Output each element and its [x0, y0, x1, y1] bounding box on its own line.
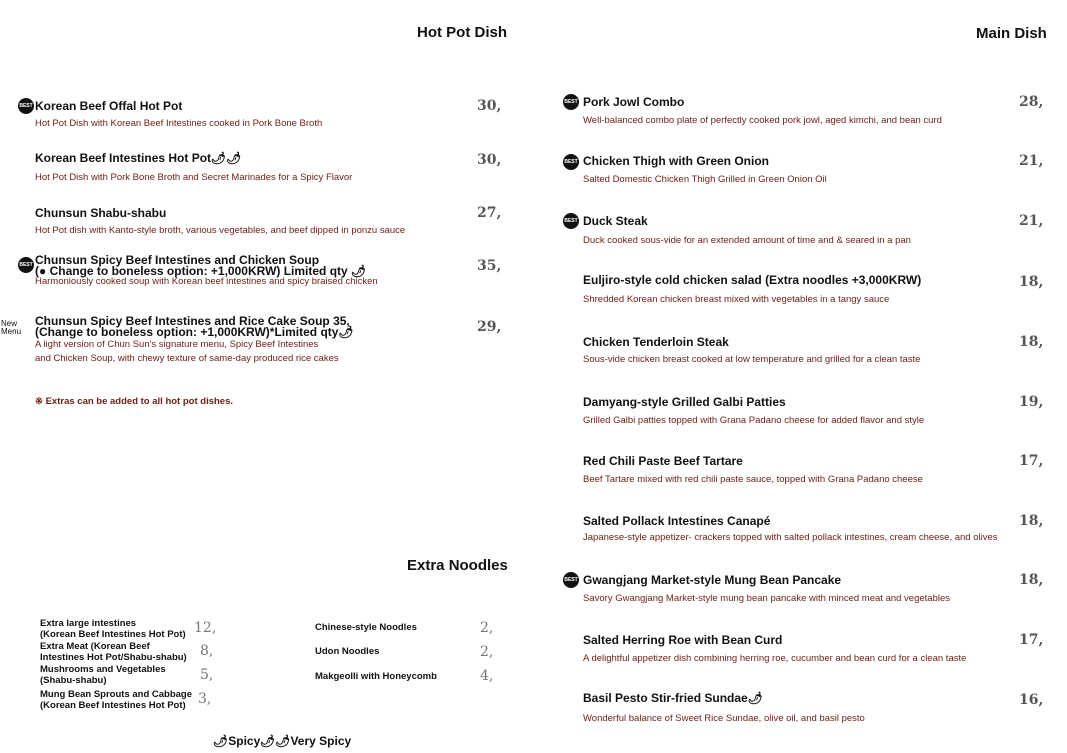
item-desc-line1: A light version of Chun Sun's signature menu, Spicy Beef Intestines: [35, 339, 319, 350]
item-name: Chicken Thigh with Green Onion: [583, 154, 770, 168]
new-menu-tag-line2: Menu: [1, 327, 22, 336]
item-price: 28,: [1019, 94, 1044, 110]
legend-very-spicy: 🌶🌶Very Spicy: [260, 734, 352, 748]
best-badge-icon: BEST: [18, 257, 34, 273]
extra-name-line2: (Korean Beef Intestines Hot Pot): [40, 700, 186, 711]
item-desc: Hot Pot Dish with Pork Bone Broth and Secret Marinades for a Spicy Flavor: [35, 172, 353, 183]
item-price: 19,: [1019, 394, 1044, 410]
item-desc: Hot Pot dish with Kanto-style broth, various vegetables, and beef dipped in ponzu sauce: [35, 225, 406, 236]
item-desc: Sous-vide chicken breast cooked at low temperature and grilled for a clean taste: [583, 354, 921, 365]
item-desc: Grilled Galbi patties topped with Grana Padano cheese for added flavor and style: [583, 415, 925, 426]
item-name: Damyang-style Grilled Galbi Patties: [583, 395, 786, 409]
item-price: 17,: [1019, 632, 1044, 648]
item-price: 21,: [1019, 153, 1044, 169]
item-desc: Beef Tartare mixed with red chili paste sauce, topped with Grana Padano cheese: [583, 474, 923, 485]
legend-spicy: 🌶Spicy: [213, 734, 261, 748]
item-price: 18,: [1019, 274, 1044, 290]
item-desc: A delightful appetizer dish combining herring roe, cucumber and bean curd for a clean taste: [583, 653, 967, 664]
extras-note: ※ Extras can be added to all hot pot dishes.: [35, 396, 233, 407]
extra-name-line1: Mushrooms and Vegetables: [40, 664, 166, 675]
item-name: Korean Beef Offal Hot Pot: [35, 99, 183, 113]
item-name: Chunsun Shabu-shabu: [35, 206, 167, 220]
best-badge-icon: BEST: [563, 154, 579, 170]
item-desc: Salted Domestic Chicken Thigh Grilled in Green Onion Oil: [583, 174, 827, 185]
item-price: 30,: [477, 98, 502, 114]
item-price: 29,: [477, 319, 502, 335]
item-price: 18,: [1019, 572, 1044, 588]
extra-name-line1: Extra Meat (Korean Beef: [40, 641, 150, 652]
extra-price: 4,: [480, 668, 494, 684]
item-name-line2: (Change to boneless option: +1,000KRW)*Limited qty🌶: [35, 325, 354, 339]
best-badge-icon: BEST: [563, 94, 579, 110]
item-desc: Hot Pot Dish with Korean Beef Intestines cooked in Pork Bone Broth: [35, 118, 323, 129]
item-name-line2: (● Change to boneless option: +1,000KRW) Limited qty 🌶: [35, 264, 367, 278]
extra-price: 8,: [200, 643, 214, 659]
item-name: Duck Steak: [583, 214, 648, 228]
item-price: 18,: [1019, 513, 1044, 529]
extra-price: 12,: [194, 620, 217, 636]
extra-name: Chinese-style Noodles: [315, 622, 417, 633]
item-name: Gwangjang Market-style Mung Bean Pancake: [583, 573, 842, 587]
extra-name: Udon Noodles: [315, 646, 380, 657]
best-badge-icon: BEST: [18, 98, 34, 114]
item-name-line1: Chunsun Spicy Beef Intestines and Chicken Soup: [35, 253, 320, 267]
extra-price: 2,: [480, 620, 494, 636]
best-badge-icon: BEST: [563, 213, 579, 229]
item-desc: Wonderful balance of Sweet Rice Sundae, olive oil, and basil pesto: [583, 713, 865, 724]
new-menu-tag-line1: New: [1, 319, 18, 328]
item-name: Chicken Tenderloin Steak: [583, 335, 729, 349]
item-price: 35,: [477, 258, 502, 274]
item-name: Korean Beef Intestines Hot Pot🌶🌶: [35, 151, 242, 165]
extra-name-line2: (Korean Beef Intestines Hot Pot): [40, 629, 186, 640]
item-desc-line2: and Chicken Soup, with chewy texture of same-day produced rice cakes: [35, 353, 339, 364]
item-price: 16,: [1019, 692, 1044, 708]
extra-price: 2,: [480, 644, 494, 660]
item-price: 27,: [477, 205, 502, 221]
item-price: 18,: [1019, 334, 1044, 350]
best-badge-icon: BEST: [563, 572, 579, 588]
extra-price: 3,: [198, 691, 212, 707]
item-name-line1: Chunsun Spicy Beef Intestines and Rice Cake Soup 35,: [35, 314, 350, 328]
item-name: Salted Pollack Intestines Canapé: [583, 514, 771, 528]
extra-price: 5,: [200, 667, 214, 683]
item-name: Salted Herring Roe with Bean Curd: [583, 633, 783, 647]
item-desc: Japanese-style appetizer- crackers topped with salted pollack intestines, cream cheese, and olives: [583, 532, 998, 543]
item-desc: Savory Gwangjang Market-style mung bean pancake with minced meat and vegetables: [583, 593, 951, 604]
item-name: Basil Pesto Stir-fried Sundae🌶: [583, 691, 763, 705]
item-name: Pork Jowl Combo: [583, 95, 685, 109]
main-dish-title: Main Dish: [976, 25, 1047, 42]
item-price: 30,: [477, 152, 502, 168]
extra-name-line2: Intestines Hot Pot/Shabu-shabu): [40, 652, 187, 663]
item-price: 17,: [1019, 453, 1044, 469]
hot-pot-title: Hot Pot Dish: [417, 24, 507, 41]
extra-name-line1: Mung Bean Sprouts and Cabbage: [40, 689, 193, 700]
extra-name-line2: (Shabu-shabu): [40, 675, 107, 686]
item-desc: Shredded Korean chicken breast mixed with vegetables in a tangy sauce: [583, 294, 890, 305]
item-name: Euljiro-style cold chicken salad (Extra noodles +3,000KRW): [583, 273, 922, 287]
extra-noodles-title: Extra Noodles: [407, 557, 508, 574]
extra-name: Makgeolli with Honeycomb: [315, 671, 437, 682]
item-desc: Harmoniously cooked soup with Korean beef intestines and spicy braised chicken: [35, 276, 378, 287]
item-price: 21,: [1019, 213, 1044, 229]
item-desc: Duck cooked sous-vide for an extended amount of time and & seared in a pan: [583, 235, 911, 246]
item-desc: Well-balanced combo plate of perfectly cooked pork jowl, aged kimchi, and bean curd: [583, 115, 942, 126]
item-name: Red Chili Paste Beef Tartare: [583, 454, 743, 468]
extra-name-line1: Extra large intestines: [40, 618, 137, 629]
